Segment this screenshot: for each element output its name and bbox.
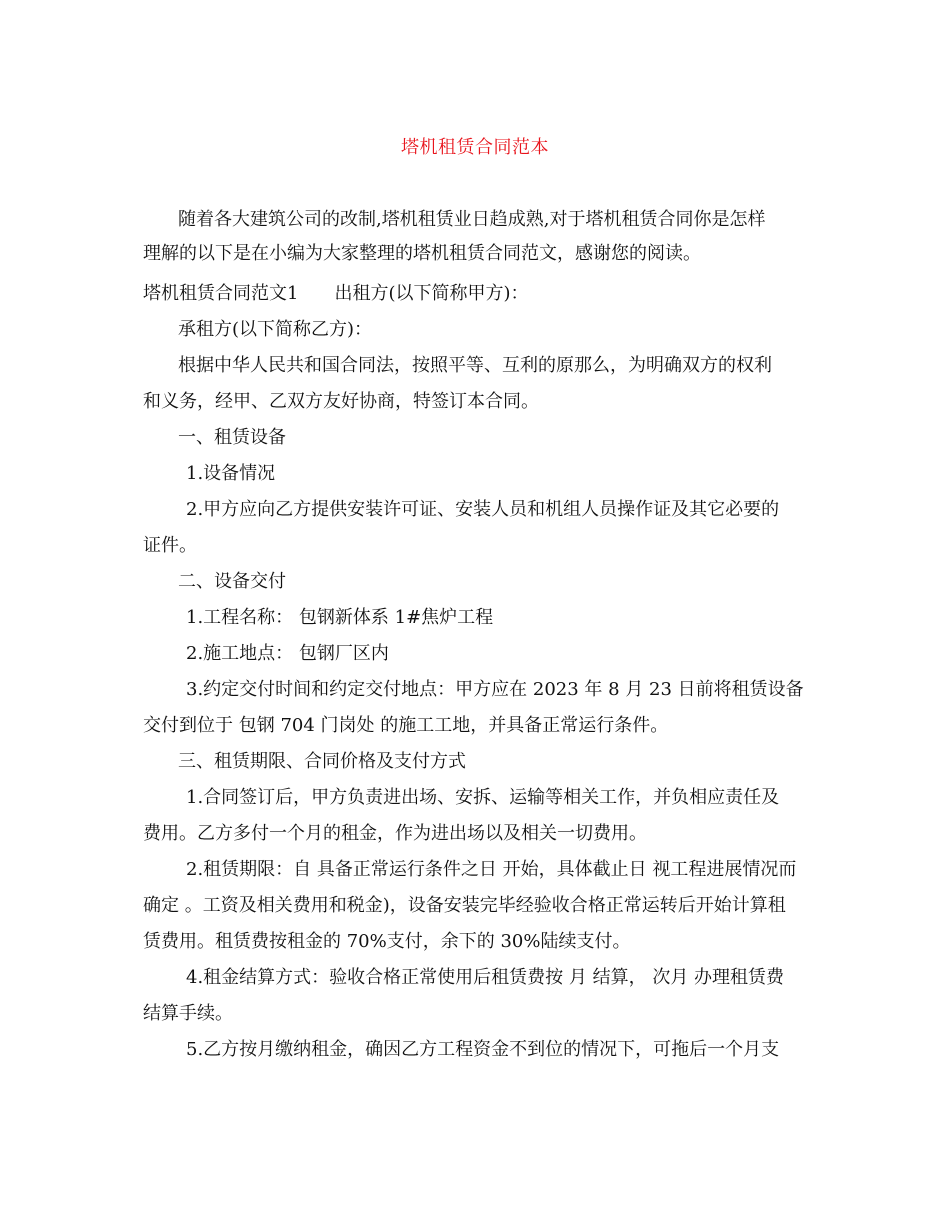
paragraph-line: 塔机租赁合同范文1 出租方(以下简称甲方)： xyxy=(143,283,529,304)
paragraph-line: 1.设备情况 xyxy=(186,463,276,484)
paragraph-line: 费用。乙方多付一个月的租金，作为进出场以及相关一切费用。 xyxy=(143,823,647,844)
paragraph-line: 4.租金结算方式：验收合格正常使用后租赁费按 月 结算， 次月 办理租赁费 xyxy=(186,967,785,988)
document-title: 塔机租赁合同范本 xyxy=(401,137,549,158)
paragraph-line: 1.合同签订后，甲方负责进出场、安拆、运输等相关工作，并负相应责任及 xyxy=(186,787,780,808)
section-heading: 二、设备交付 xyxy=(178,571,286,592)
paragraph-line: 交付到位于 包钢 704 门岗处 的施工工地，并具备正常运行条件。 xyxy=(143,715,669,736)
paragraph-line: 2.租赁期限：自 具备正常运行条件之日 开始，具体截止日 视工程进展情况而 xyxy=(186,859,797,880)
paragraph-line: 和义务，经甲、乙双方友好协商，特签订本合同。 xyxy=(143,391,539,412)
paragraph-line: 结算手续。 xyxy=(143,1003,233,1024)
paragraph-line: 随着各大建筑公司的改制,塔机租赁业日趋成熟,对于塔机租赁合同你是怎样 xyxy=(178,209,766,230)
paragraph-line: 赁费用。租赁费按租金的 70%支付，余下的 30%陆续支付。 xyxy=(143,931,631,952)
paragraph-line: 理解的以下是在小编为大家整理的塔机租赁合同范文，感谢您的阅读。 xyxy=(143,243,701,264)
paragraph-line: 承租方(以下简称乙方)： xyxy=(178,319,373,340)
paragraph-line: 确定 。工资及相关费用和税金)，设备安装完毕经验收合格正常运转后开始计算租 xyxy=(143,895,786,916)
paragraph-line: 2.甲方应向乙方提供安装许可证、安装人员和机组人员操作证及其它必要的 xyxy=(186,499,780,520)
paragraph-line: 1.工程名称： 包钢新体系 1#焦炉工程 xyxy=(186,607,494,628)
section-heading: 三、租赁期限、合同价格及支付方式 xyxy=(178,751,466,772)
paragraph-line: 根据中华人民共和国合同法，按照平等、互利的原那么，为明确双方的权利 xyxy=(178,355,772,376)
paragraph-line: 3.约定交付时间和约定交付地点：甲方应在 2023 年 8 月 23 日前将租赁设备 xyxy=(186,679,804,700)
paragraph-line: 2.施工地点： 包钢厂区内 xyxy=(186,643,389,664)
section-heading: 一、租赁设备 xyxy=(178,427,286,448)
paragraph-line: 5.乙方按月缴纳租金，确因乙方工程资金不到位的情况下，可拖后一个月支 xyxy=(186,1039,780,1060)
paragraph-line: 证件。 xyxy=(143,535,197,556)
